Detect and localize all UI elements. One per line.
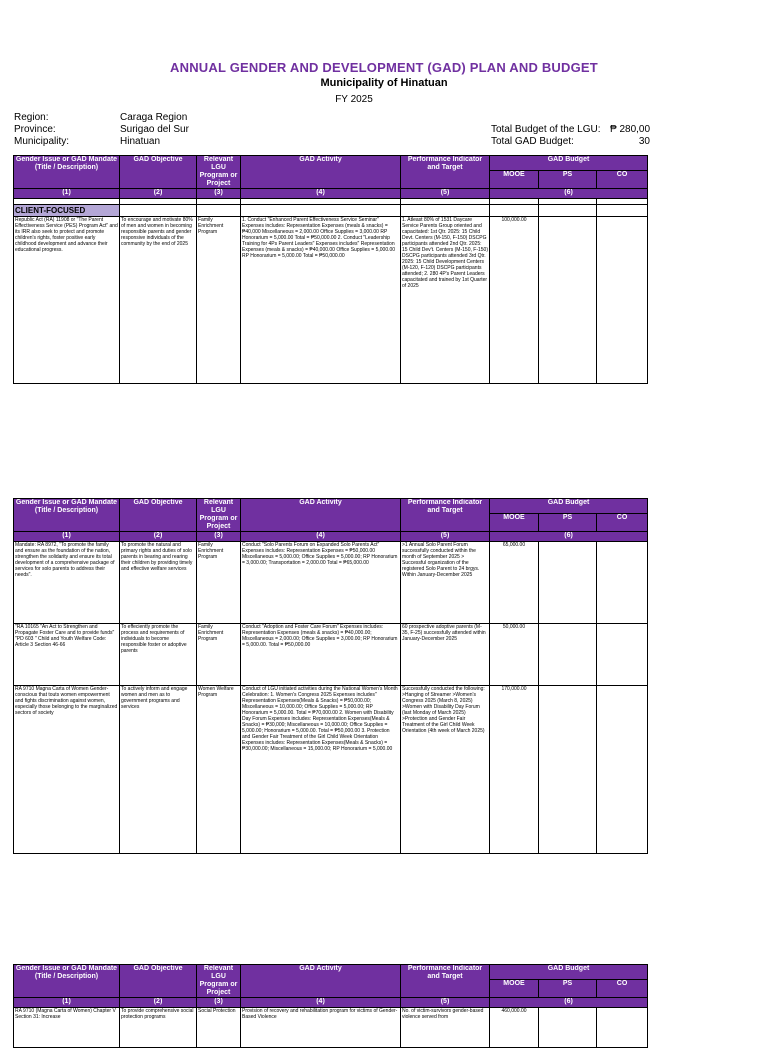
row-indicator: Successfully conducted the following: >Hanging of Streamer >Women's Congress 2025 (March 8, 2025) >Women with Disability Day Forum (last Monday of March 2025) >Protection and Gender Fair Treatment of the Girl Child Week Orientation (4th week of March 2025) [401,686,490,854]
col-num-1: (1) [14,998,120,1008]
col-num-2: (2) [120,189,197,199]
row-program: Social Protection [197,1008,241,1048]
col-header-activity: GAD Activity [241,156,401,189]
col-header-issue: Gender Issue or GAD Mandate (Title / Description) [14,499,120,532]
row-indicator: >1 Annual Solo Parent Forum successfully conducted within the month of September 2025 > Successful organization of the registered Solo Parent to 24 brgys. Within January-December 2025 [401,542,490,624]
col-header-program: Relevant LGU Program or Project [197,965,241,998]
col-header-ps: PS [539,514,597,532]
gad-table-1 [13,155,648,384]
col-num-3: (3) [197,189,241,199]
col-header-co: CO [597,980,648,998]
col-num-2: (2) [120,998,197,1008]
col-num-3: (3) [197,532,241,542]
table-row [14,686,648,854]
col-num-5: (5) [401,998,490,1008]
col-num-6: (6) [490,998,648,1008]
col-header-indicator: Performance Indicator and Target [401,965,490,998]
col-header-issue: Gender Issue or GAD Mandate (Title / Description) [14,156,120,189]
row-ps [539,1008,597,1048]
table-row [14,542,648,624]
col-header-mooe: MOOE [490,171,539,189]
row-mooe: 460,000.00 [490,1008,539,1048]
row-issue: "RA 10165 "An Act to Strengthen and Propagate Foster Care and to provide funds" "PD 603 " Child and Youth Welfare Code: Article 3 Section 46-66 [14,624,120,686]
row-objective: To promote the natural and primary rights and duties of solo parents in bearing and rearing their children by providing timely and effective welfare services [120,542,197,624]
row-program: Family Enrichment Program [197,217,241,384]
col-header-mooe: MOOE [490,980,539,998]
row-indicator: 60 prospective adoptive parents (M-35, F-25) successfully attended within January-December 2025 [401,624,490,686]
col-num-4: (4) [241,532,401,542]
row-co [597,1008,648,1048]
col-num-3: (3) [197,998,241,1008]
row-activity: Conduct "Solo Parents Forum on Expanded Solo Parents Act" Expenses includes: Representation Expenses = ₱50,000.00 Miscellaneous = 5,000.00; Office Supplies = 5,000.00; RP Honorarium = 3,000.00; Transportation = 2,000.00 Total = ₱65,000.00 [241,542,401,624]
row-indicator: 1. Atleast 80% of 1531 Daycare Service Parents Group oriented and capacitated: 1st Qtr. 2025: 15 Child Devt. Centers (M-150, F-150) DSCPG participants attended 2nd Qtr. 2025: 15 Child Dev't. Centers (M-150, F-150) DSCPG participants attended 3rd Qtr. 2025: 15 Child Development Centers (M-120, F-120) DSCPG participants attended; 2. 280 4P's Parent Leaders capacitated and trained by 1st Quarter of 2025 [401,217,490,384]
municipality-value: Hinatuan [120,136,161,147]
row-mooe: 50,000.00 [490,624,539,686]
col-num-6: (6) [490,189,648,199]
table-row [14,1008,648,1048]
col-num-2: (2) [120,532,197,542]
col-num-1: (1) [14,532,120,542]
col-num-4: (4) [241,189,401,199]
municipality-title: Municipality of Hinatuan [320,77,448,89]
budget-labels [491,124,601,148]
province-value: Surigao del Sur [120,124,189,135]
table-row [14,217,648,384]
row-ps [539,542,597,624]
col-header-budget: GAD Budget [490,965,648,980]
row-ps [539,686,597,854]
row-activity: Conduct "Adoption and Foster Care Forum" Expenses includes: Representation Expenses (meals & snacks) = ₱40,000.00; Miscellaneous = 2,000.00; Office Supplies = 3,000.00; RP Honorarium = 5,000.00. Total = ₱50,000.00 [241,624,401,686]
col-num-6: (6) [490,532,648,542]
row-issue: RA 9710 Magna Carta of Women Gender-conscious that touts women empowerment and fights discrimination against women, especially those belonging to the marginalized sectors of society [14,686,120,854]
col-header-activity: GAD Activity [241,965,401,998]
fiscal-year: FY 2025 [335,94,373,105]
col-num-5: (5) [401,532,490,542]
total-gad-budget-label: Total GAD Budget: [491,136,574,147]
section-client-focused: CLIENT-FOCUSED [14,205,120,217]
col-num-5: (5) [401,189,490,199]
row-mooe: 100,000.00 [490,217,539,384]
row-activity: 1. Conduct "Enhanced Parent Effectiveness Service Seminar" Expenses includes: Representation Expenses (meals & snacks) = ₱40,000 Miscellaneous = 2,000.00 Office Supplies = 3,000.00 RP Honorarium = 5,000.00 Total = ₱50,000.00 2. Conduct "Leadership Training for 4Ps Parent Leaders" Expenses includes" Representation Expenses (meals & snacks) = ₱40,000.00 Office Supplies = 5,000.00 RP Honorarium = 5,000.00 Total = ₱50,000.00 [241,217,401,384]
row-mooe: 65,000.00 [490,542,539,624]
row-co [597,624,648,686]
col-header-co: CO [597,514,648,532]
info-values [120,112,189,148]
col-header-mooe: MOOE [490,514,539,532]
row-activity: Provision of recovery and rehabilitation program for victims of Gender-Based Violence [241,1008,401,1048]
report-title: ANNUAL GENDER AND DEVELOPMENT (GAD) PLAN AND BUDGET [170,60,598,75]
col-header-program: Relevant LGU Program or Project [197,499,241,532]
row-co [597,217,648,384]
row-issue: RA 9710 (Magna Carta of Women) Chapter V Section 31: Increase [14,1008,120,1048]
row-ps [539,624,597,686]
gad-table-2 [13,498,648,854]
row-objective: To encourage and motivate 80% of men and women in becoming responsible parents and gender responsive individuals of the community by the end of 2025 [120,217,197,384]
region-value: Caraga Region [120,112,188,123]
row-objective: To effeciently promote the process and requirements of individuals to become responsible foster or adoptive parents [120,624,197,686]
row-ps [539,217,597,384]
row-objective: To actively inform and engage women and men as to government programs and services [120,686,197,854]
budget-values [610,124,650,148]
col-header-co: CO [597,171,648,189]
col-header-objective: GAD Objective [120,156,197,189]
col-header-activity: GAD Activity [241,499,401,532]
region-label: Region: [14,112,49,123]
province-label: Province: [14,124,56,135]
col-num-1: (1) [14,189,120,199]
row-issue: Republic Act (RA) 11908 or "The Parent Effectiveness Service (PES) Program Act" and its IRR also seek to protect and promote children's rights, foster positive early childhood development and advance their educational progress. [14,217,120,384]
info-labels [14,112,69,148]
col-header-issue: Gender Issue or GAD Mandate (Title / Description) [14,965,120,998]
row-mooe: 170,000.00 [490,686,539,854]
row-co [597,686,648,854]
col-header-ps: PS [539,980,597,998]
col-num-4: (4) [241,998,401,1008]
col-header-indicator: Performance Indicator and Target [401,156,490,189]
row-program: Women Welfare Program [197,686,241,854]
col-header-indicator: Performance Indicator and Target [401,499,490,532]
col-header-budget: GAD Budget [490,156,648,171]
municipality-label: Municipality: [14,136,70,147]
total-gad-budget-value: 30 [638,136,650,147]
col-header-objective: GAD Objective [120,965,197,998]
row-program: Family Enrichment Program [197,542,241,624]
row-issue: Mandate: RA 8972, "To promote the family and ensure as the foundation of the nation, strengthen the solidarity and ensure its total development of a comprehensive package of services for solo parents to address their needs". [14,542,120,624]
row-co [597,542,648,624]
total-lgu-budget-value: ₱ 280,00 [610,124,651,135]
row-program: Family Enrichment Program [197,624,241,686]
row-objective: To provide comprehensive social protection programs [120,1008,197,1048]
total-lgu-budget-label: Total Budget of the LGU: [491,124,601,135]
col-header-program: Relevant LGU Program or Project [197,156,241,189]
col-header-ps: PS [539,171,597,189]
row-activity: Conduct of LGU initiated activities during the National Women's Month Celebration: 1. Women's Congress 2025 Expenses includes" Representation Expenses(Meals & Snacks) = ₱50,000.00; Miscellaneous = 10,000.00; Office Supplies = 5,000.00; RP Honorarium = 5,000.00. Total = ₱70,000.00 2. Women with Disability Day Forum Expenses includes: Representation Expenses(Meals & Snacks) = ₱30,000; Miscellaneous = 10,000.00; Office Supplies = 5,000.00; Honorarium = 5,000.00. Total = ₱50,000.00 3. Protection and Gender Fair Treatment of the Girl Child Week Orientation Expenses includes: Representation Expenses(Meals & Snacks) = ₱30,000.00; Miscellaneous = 15,000.00; RP Honorarium = 5,000.00 [241,686,401,854]
table-row [14,624,648,686]
col-header-budget: GAD Budget [490,499,648,514]
col-header-objective: GAD Objective [120,499,197,532]
row-indicator: No. of victim-survivors gender-based violence served from [401,1008,490,1048]
gad-table-3 [13,964,648,1048]
